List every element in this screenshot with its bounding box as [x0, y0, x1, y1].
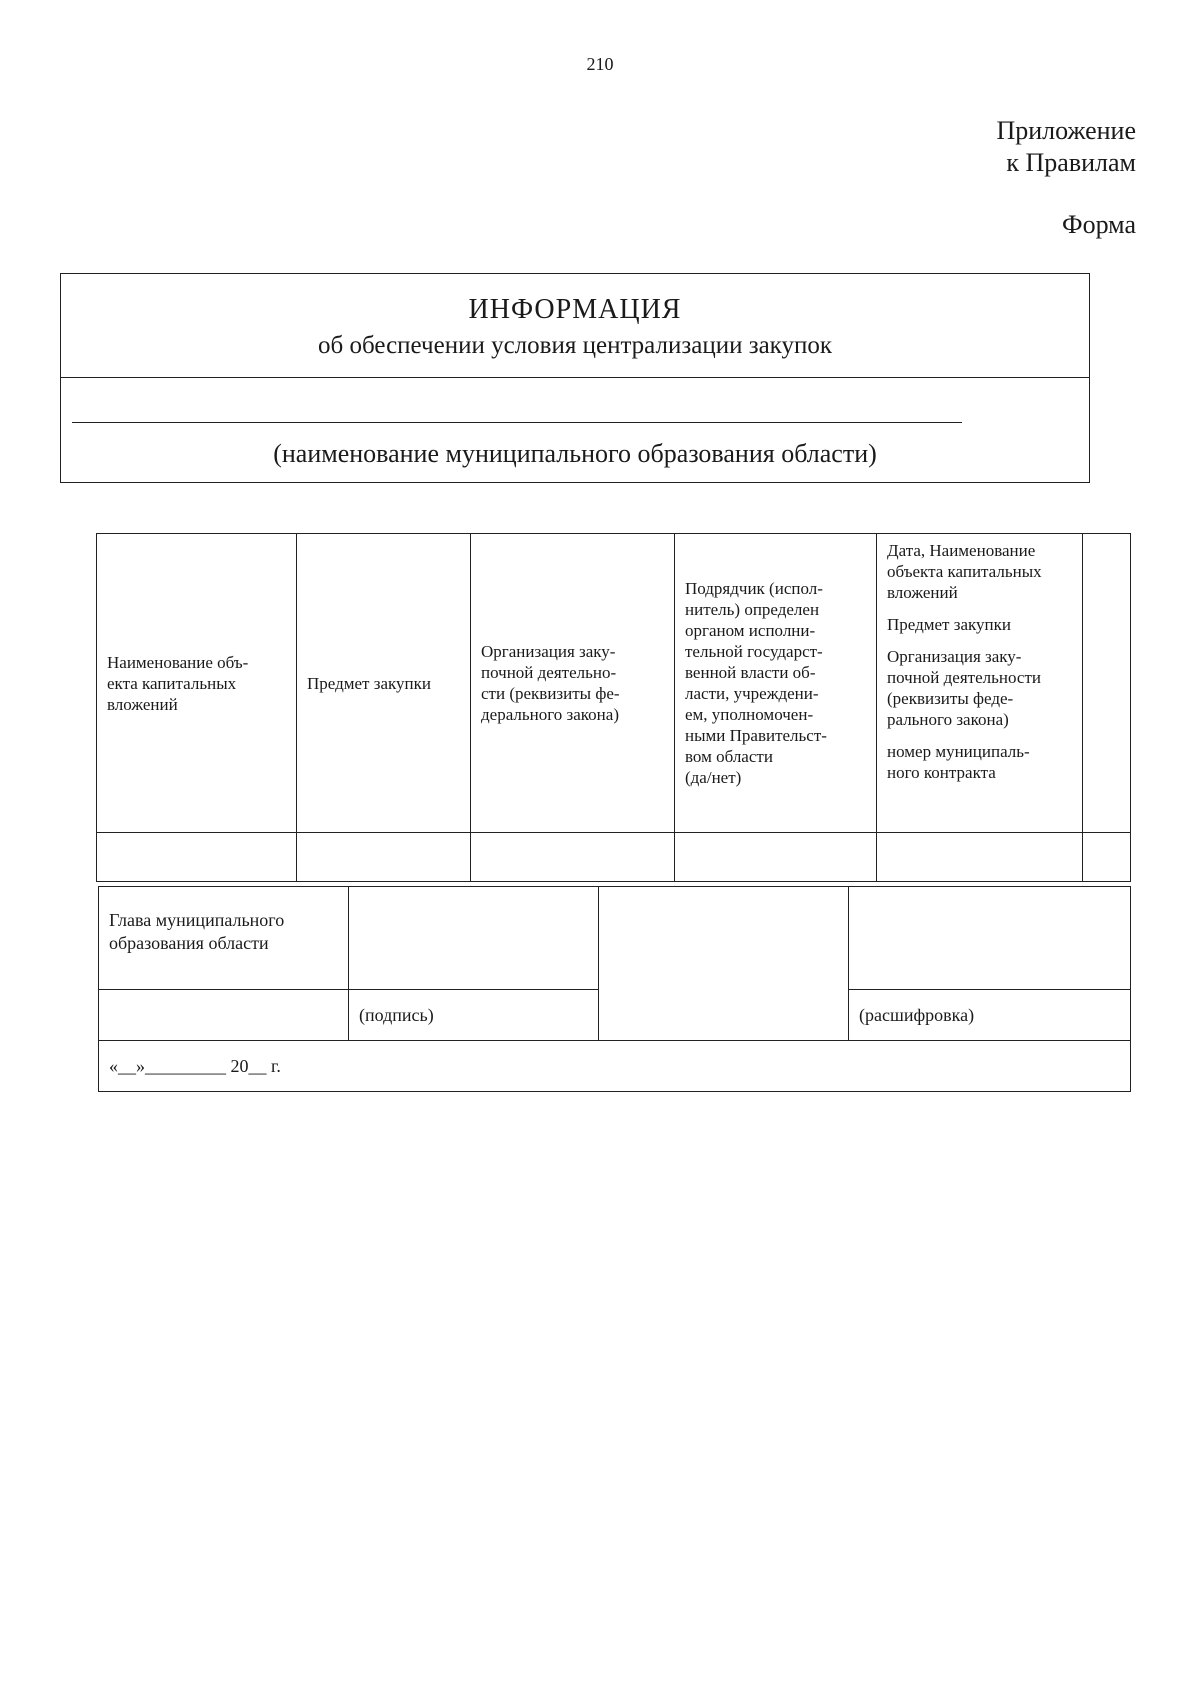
- table-header-row: [97, 534, 1131, 833]
- header-contractor-determined: Подрядчик (испол- нитель) определен органом исполни- тельной государст- венной власти об- ласти, учреждени- ем, уполномочен- ными Правительст- вом области (да/нет): [675, 534, 877, 833]
- table-cell[interactable]: [675, 833, 877, 882]
- table-cell[interactable]: [877, 833, 1083, 882]
- header-object-name: Наименование объ- екта капитальных вложений: [97, 534, 297, 833]
- blank-cell: [99, 990, 349, 1041]
- appendix-line-2: к Правилам: [1006, 148, 1136, 177]
- header-procurement-organization: Организация заку- почной деятельно- сти (реквизиты фе- дерального закона): [471, 534, 675, 833]
- appendix-label: [996, 115, 1136, 179]
- page-number: 210: [586, 54, 614, 74]
- signature-field[interactable]: [349, 887, 599, 990]
- table-cell[interactable]: [297, 833, 471, 882]
- header-procurement-subject: Предмет закупки: [297, 534, 471, 833]
- header-extra-column: [1083, 534, 1131, 833]
- signature-table: [98, 886, 1131, 1092]
- table-row: [97, 833, 1131, 882]
- title-main: ИНФОРМАЦИЯ: [468, 294, 682, 325]
- decode-field[interactable]: [849, 887, 1131, 990]
- signature-row-3: [99, 1041, 1131, 1092]
- procurement-table: [96, 533, 1131, 882]
- header-date-part-1: Дата, Наименование объекта капитальных вложений: [887, 541, 1042, 602]
- municipality-name-line: [72, 422, 962, 423]
- title-box: [60, 273, 1090, 483]
- title-subtitle: об обеспечении условия централизации закупок: [318, 332, 832, 359]
- blank-cell: [599, 887, 849, 1041]
- table-cell[interactable]: [1083, 833, 1131, 882]
- signature-caption: (подпись): [349, 990, 599, 1041]
- decode-caption: (расшифровка): [849, 990, 1131, 1041]
- head-of-municipality-label: Глава муниципального образования области: [99, 887, 349, 990]
- header-date-part-3: Организация заку- почной деятельности (реквизиты феде- рального закона): [887, 647, 1041, 729]
- appendix-line-1: Приложение: [996, 116, 1136, 145]
- municipality-name-caption: (наименование муниципального образования области): [273, 439, 877, 468]
- table-cell[interactable]: [97, 833, 297, 882]
- header-date-details: [877, 534, 1083, 833]
- table-cell[interactable]: [471, 833, 675, 882]
- header-date-part-4: номер муниципаль- ного контракта: [887, 742, 1030, 782]
- form-label: Форма: [1062, 210, 1136, 239]
- header-date-part-2: Предмет закупки: [887, 615, 1011, 634]
- date-line[interactable]: «__»_________ 20__ г.: [99, 1041, 1131, 1092]
- signature-row-1: [99, 887, 1131, 990]
- title-divider: [61, 377, 1089, 378]
